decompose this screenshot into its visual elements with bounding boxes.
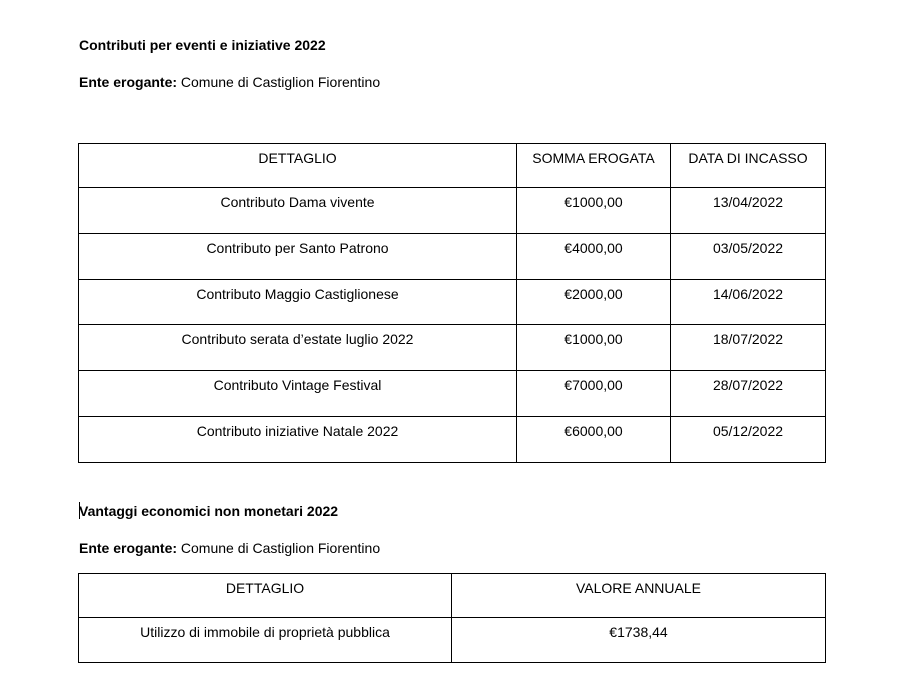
cell-data: 13/04/2022 bbox=[671, 188, 826, 234]
section1-ente bbox=[79, 74, 380, 90]
contributi-table bbox=[78, 143, 826, 463]
header-valore-annuale: VALORE ANNUALE bbox=[452, 574, 826, 618]
cell-data: 05/12/2022 bbox=[671, 416, 826, 462]
table-row bbox=[79, 279, 826, 325]
cell-data: 18/07/2022 bbox=[671, 325, 826, 371]
table-row bbox=[79, 371, 826, 417]
cell-dettaglio: Contributo Dama vivente bbox=[79, 188, 517, 234]
cell-data: 28/07/2022 bbox=[671, 371, 826, 417]
header-data-incasso: DATA DI INCASSO bbox=[671, 144, 826, 188]
cell-somma: €7000,00 bbox=[517, 371, 671, 417]
cell-data: 14/06/2022 bbox=[671, 279, 826, 325]
cell-dettaglio: Contributo serata d’estate luglio 2022 bbox=[79, 325, 517, 371]
table-row bbox=[79, 325, 826, 371]
section2-ente-value: Comune di Castiglion Fiorentino bbox=[180, 540, 381, 556]
table-row bbox=[79, 416, 826, 462]
section1-ente-label: Ente erogante: bbox=[79, 74, 178, 90]
section2-ente-label: Ente erogante: bbox=[79, 540, 178, 556]
table-header-row bbox=[79, 144, 826, 188]
table-header-row bbox=[79, 574, 826, 618]
section2-ente bbox=[79, 540, 380, 556]
vantaggi-table bbox=[78, 573, 826, 663]
cell-somma: €1000,00 bbox=[517, 188, 671, 234]
cell-somma: €4000,00 bbox=[517, 233, 671, 279]
header-dettaglio: DETTAGLIO bbox=[79, 574, 452, 618]
cell-valore: €1738,44 bbox=[452, 618, 826, 663]
cell-somma: €6000,00 bbox=[517, 416, 671, 462]
table-row bbox=[79, 618, 826, 663]
header-somma-erogata: SOMMA EROGATA bbox=[517, 144, 671, 188]
cell-somma: €2000,00 bbox=[517, 279, 671, 325]
cell-dettaglio: Utilizzo di immobile di proprietà pubblica bbox=[79, 618, 452, 663]
cell-dettaglio: Contributo Maggio Castiglionese bbox=[79, 279, 517, 325]
cell-data: 03/05/2022 bbox=[671, 233, 826, 279]
table-row bbox=[79, 188, 826, 234]
cell-dettaglio: Contributo Vintage Festival bbox=[79, 371, 517, 417]
cell-dettaglio: Contributo per Santo Patrono bbox=[79, 233, 517, 279]
cell-dettaglio: Contributo iniziative Natale 2022 bbox=[79, 416, 517, 462]
section1-title: Contributi per eventi e iniziative 2022 bbox=[79, 37, 326, 53]
section2-title: Vantaggi economici non monetari 2022 bbox=[79, 503, 339, 519]
cell-somma: €1000,00 bbox=[517, 325, 671, 371]
table-row bbox=[79, 233, 826, 279]
section1-ente-value: Comune di Castiglion Fiorentino bbox=[180, 74, 381, 90]
header-dettaglio: DETTAGLIO bbox=[79, 144, 517, 188]
